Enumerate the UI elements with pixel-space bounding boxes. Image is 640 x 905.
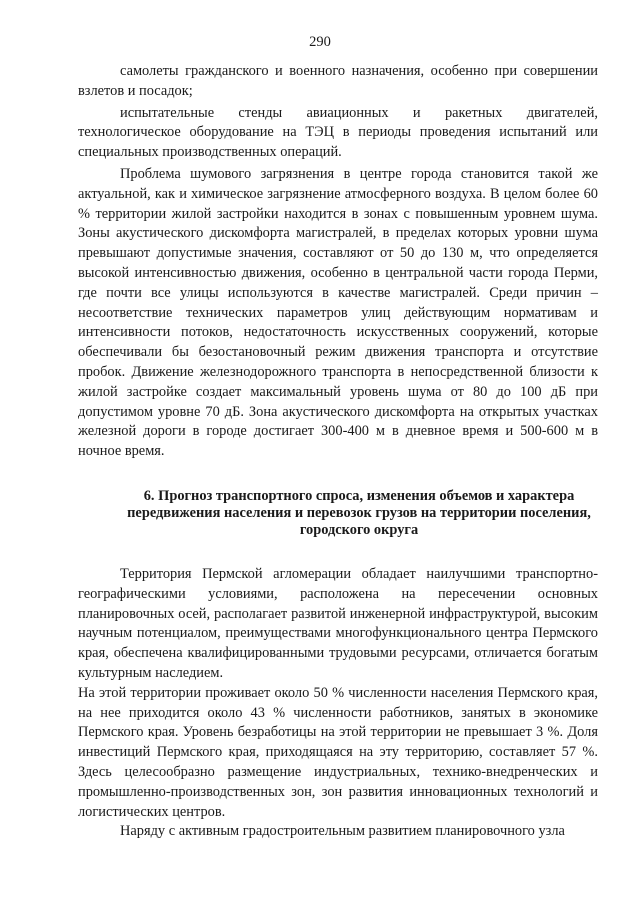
paragraph-urban-development: Наряду с активным градостроительным развитием планировочного узла xyxy=(120,823,565,840)
paragraph-noise-pollution: Проблема шумового загрязнения в центре города становится такой же актуальной, как и химическое загрязнение атмосферного воздуха. В целом более 60 % территории жилой застройки находится в зонах с повышенным уровнем шума. Зоны акустического дискомфорта магистралей, в пределах которых уровни шума превышают допустимые значения, составляют от 50 до 130 м, что определяется высокой интенсивностью движения, особенно в центральной части города Перми, где почти все улицы используются в качестве магистралей. Среди причин – несоответствие технических параметров улиц действующим нормативам и интенсивности потоков, недостаточность искусственных сооружений, которые обеспечивали бы безостановочный режим движения транспорта и отсутствие пробок. Движение железнодорожного транспорта в непосредственной близости к жилой застройке создает максимальный уровень шума от 80 до 100 дБ при допустимом уровне 70 дБ. Зона акустического дискомфорта на открытых участках железной дороги в городе достигает 300-400 м в дневное время и 500-600 м в ночное время. xyxy=(78,165,598,460)
paragraph-population-economy: На этой территории проживает около 50 % численности населения Пермского края, на нее приходится около 43 % численности работников, занятых в экономике Пермского края. Уровень безработицы на этой территории не превышает 3 %. Доля инвестиций Пермского края, приходящаяся на эту территорию, составляет 57 %. Здесь целесообразно размещение индустриальных, технико-внедренческих и промышленно-производственных зон, зон развития инновационных технологий и логистических центров. xyxy=(78,684,598,820)
paragraph-test-stands: испытательные стенды авиационных и ракетных двигателей, технологическое оборудование на ТЭЦ в периоды проведения испытаний или специальных производственных операций. xyxy=(78,104,598,161)
section-heading: 6. Прогноз транспортного спроса, изменения объемов и характера передвижения населения и перевозок грузов на территории поселения, городского округа xyxy=(127,487,591,538)
paragraph-perm-agglomeration: Территория Пермской агломерации обладает наилучшими транспортно-географическими условиями, расположена на пересечении основных планировочных осей, располагает развитой инженерной инфраструктурой, высоким научным потенциалом, преимуществами многофункционального центра Пермского края, обеспечена квалифицированными трудовыми ресурсами, отличается богатым культурным наследием. xyxy=(78,565,598,681)
page-number: 290 xyxy=(309,34,331,50)
document-body xyxy=(78,62,598,842)
paragraph-aircraft: самолеты гражданского и военного назначения, особенно при совершении взлетов и посадок; xyxy=(78,63,598,99)
